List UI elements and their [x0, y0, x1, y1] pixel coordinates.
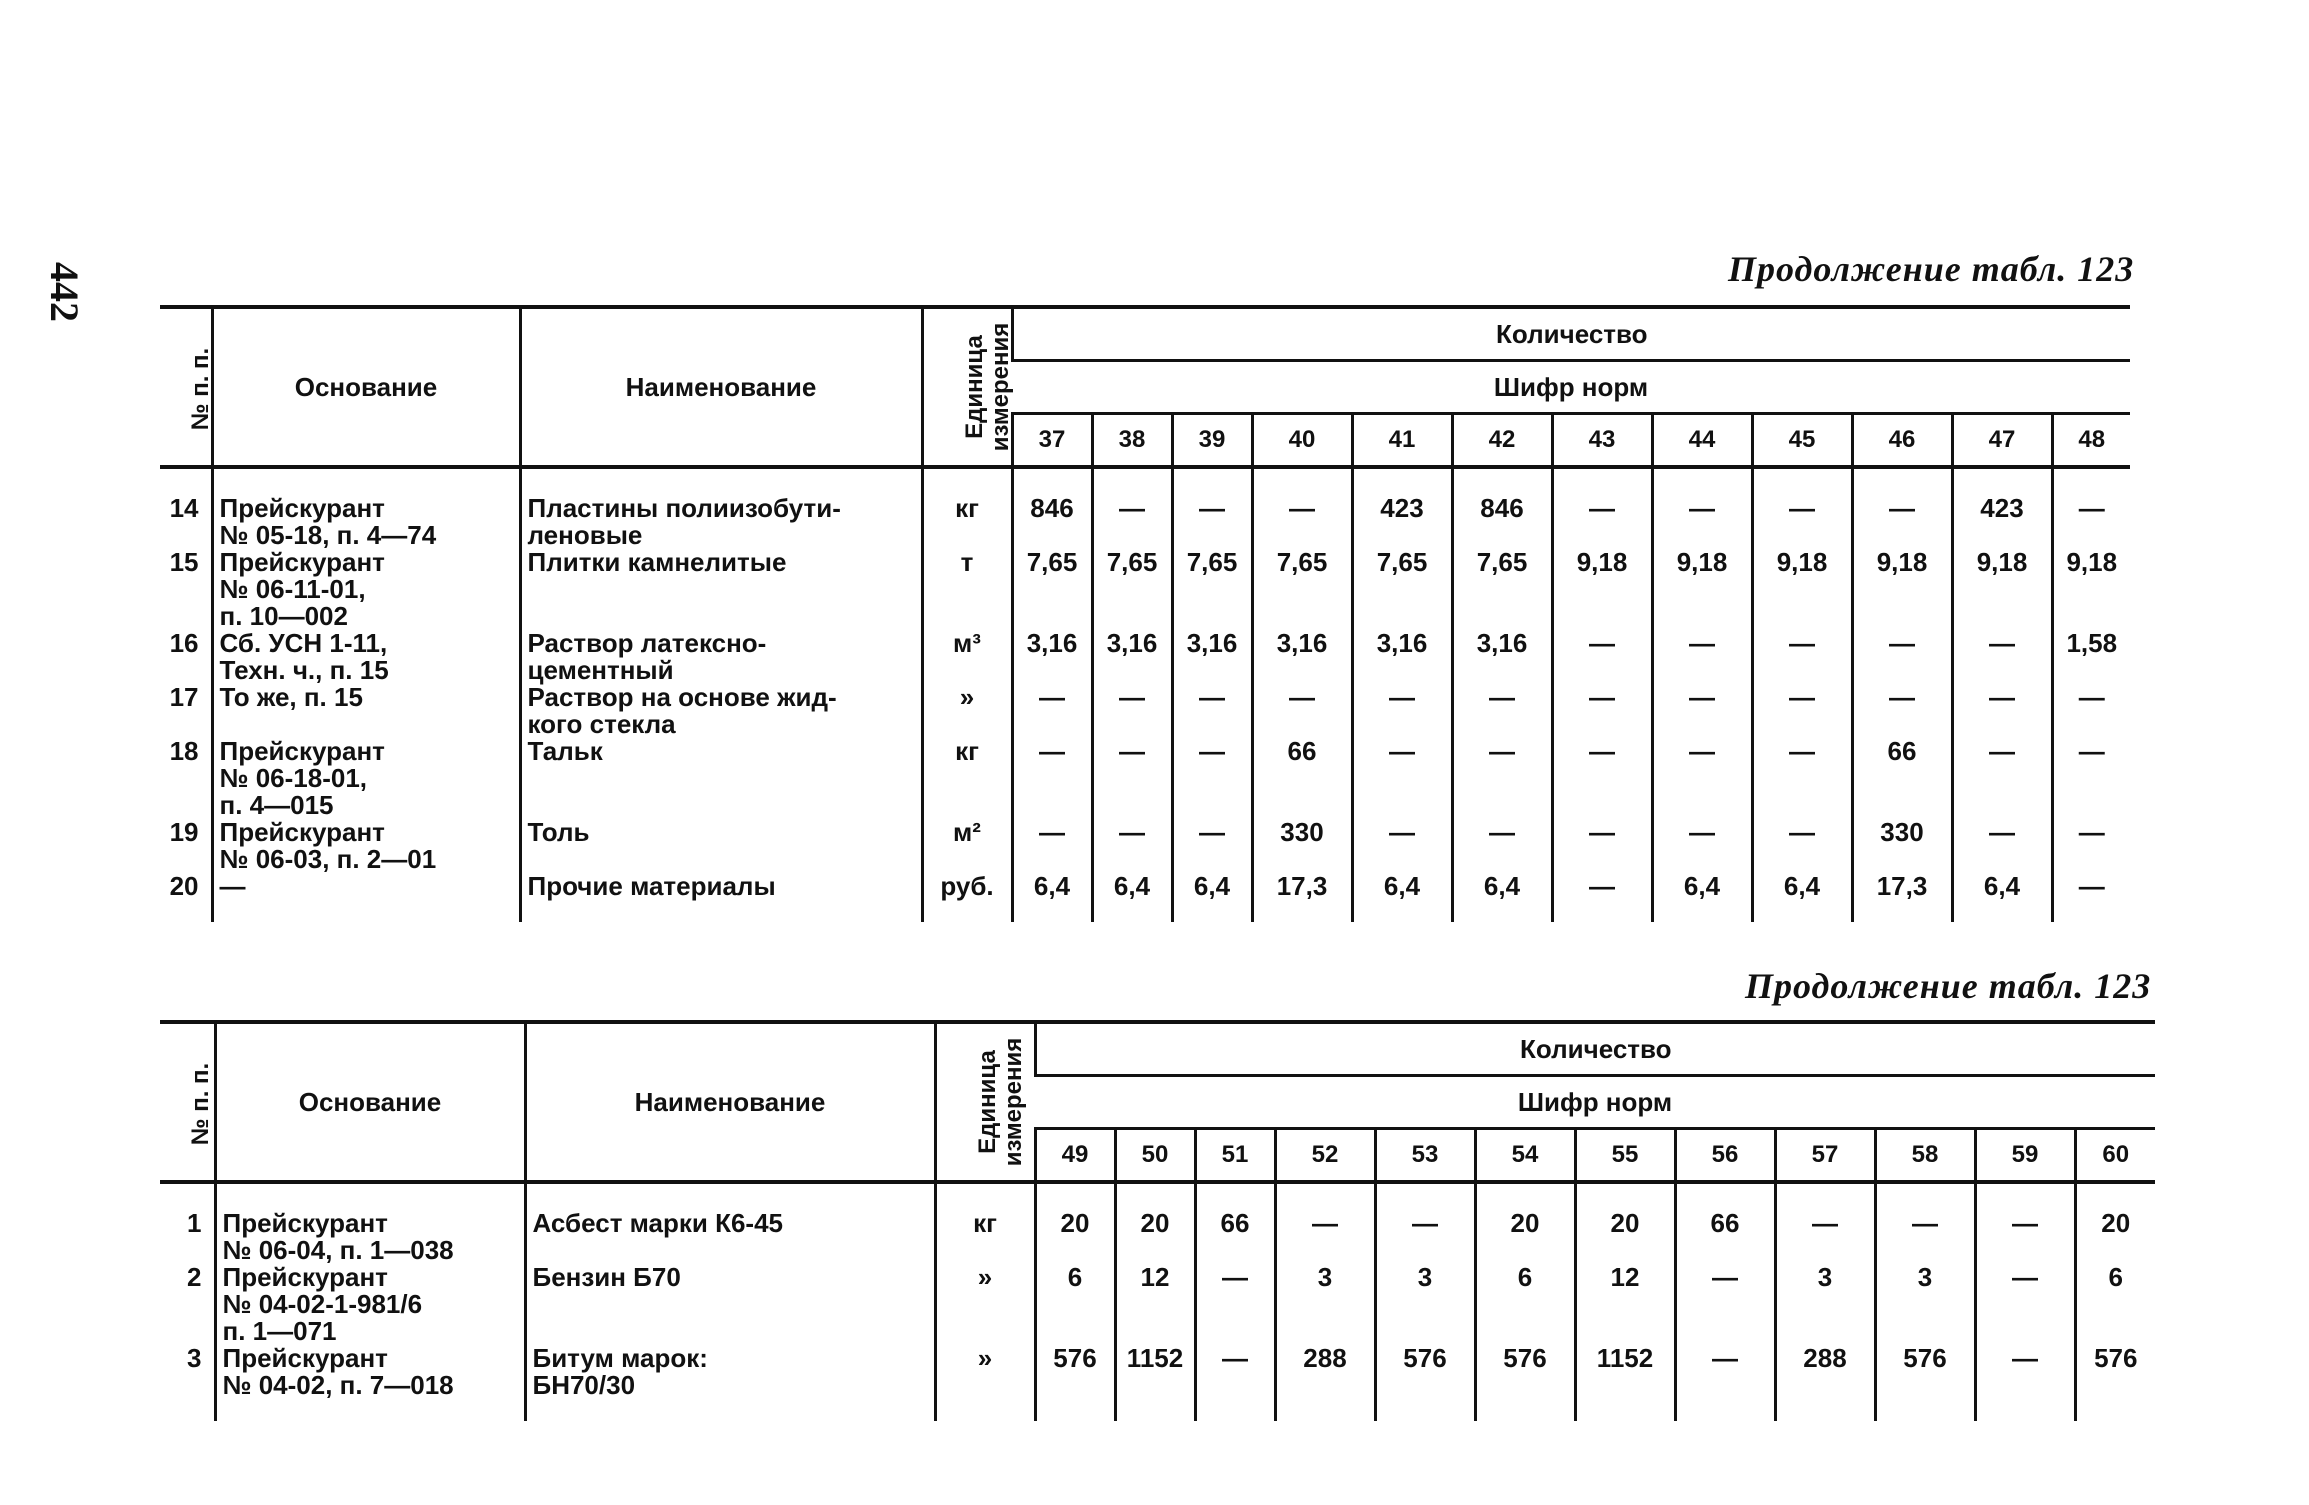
- row-value: 6,4: [1752, 873, 1852, 922]
- row-value: —: [1752, 819, 1852, 873]
- row-number: 14: [169, 493, 199, 523]
- table-row: [160, 873, 2130, 922]
- row-value: —: [1952, 630, 2052, 684]
- row-value: —: [1852, 684, 1952, 738]
- col-header-num: № п. п.: [160, 1022, 215, 1182]
- row-value: —: [1552, 684, 1652, 738]
- row-value: 576: [1035, 1345, 1115, 1421]
- row-value: —: [2052, 684, 2130, 738]
- row-basis: Прейскурант № 04-02-1-981/6 п. 1—071: [215, 1264, 525, 1345]
- row-value: —: [1172, 467, 1252, 549]
- row-number: 3: [187, 1343, 202, 1373]
- row-basis: Прейскурант № 06-11-01, п. 10—002: [212, 549, 520, 630]
- norm-code-38: 38: [1092, 414, 1172, 468]
- row-value: —: [1012, 738, 1092, 819]
- row-value: 12: [1575, 1264, 1675, 1345]
- table-row: [160, 630, 2130, 684]
- norm-code-60: 60: [2075, 1129, 2155, 1183]
- row-unit: кг: [922, 738, 1012, 819]
- row-value: 1,58: [2052, 630, 2130, 684]
- row-value: 20: [1575, 1182, 1675, 1264]
- row-value: —: [1172, 819, 1252, 873]
- row-basis: Прейскурант № 06-03, п. 2—01: [212, 819, 520, 873]
- table-row: [160, 1264, 2155, 1345]
- norm-code-59: 59: [1975, 1129, 2075, 1183]
- row-value: 6,4: [1092, 873, 1172, 922]
- row-value: —: [1975, 1264, 2075, 1345]
- row-value: —: [1452, 738, 1552, 819]
- row-value: —: [2052, 738, 2130, 819]
- norm-code-52: 52: [1275, 1129, 1375, 1183]
- col-header-name: Наименование: [525, 1022, 935, 1182]
- row-basis: То же, п. 15: [212, 684, 520, 738]
- row-value: 423: [1352, 467, 1452, 549]
- col-header-name: Наименование: [520, 307, 922, 467]
- row-value: —: [1352, 819, 1452, 873]
- row-unit: кг: [935, 1182, 1035, 1264]
- row-value: 423: [1952, 467, 2052, 549]
- row-unit: т: [922, 549, 1012, 630]
- row-value: 66: [1852, 738, 1952, 819]
- row-value: —: [2052, 819, 2130, 873]
- row-basis: Прейскурант № 05-18, п. 4—74: [212, 467, 520, 549]
- row-value: —: [1652, 819, 1752, 873]
- row-value: —: [1172, 684, 1252, 738]
- row-value: 9,18: [1552, 549, 1652, 630]
- norm-code-43: 43: [1552, 414, 1652, 468]
- row-unit: кг: [922, 467, 1012, 549]
- row-value: 288: [1775, 1345, 1875, 1421]
- row-value: 6: [1035, 1264, 1115, 1345]
- row-value: 7,65: [1012, 549, 1092, 630]
- row-basis: Прейскурант № 04-02, п. 7—018: [215, 1345, 525, 1421]
- row-value: —: [1652, 467, 1752, 549]
- table-row: [160, 819, 2130, 873]
- row-value: 9,18: [1752, 549, 1852, 630]
- table-row: [160, 1182, 2155, 1264]
- row-value: 7,65: [1172, 549, 1252, 630]
- row-value: 7,65: [1352, 549, 1452, 630]
- row-value: —: [1092, 819, 1172, 873]
- col-header-num: № п. п.: [160, 307, 212, 467]
- row-value: 330: [1852, 819, 1952, 873]
- norm-code-47: 47: [1952, 414, 2052, 468]
- row-name: Раствор латексно- цементный: [520, 630, 922, 684]
- row-basis: —: [212, 873, 520, 922]
- table-row: [160, 467, 2130, 549]
- row-value: —: [1975, 1182, 2075, 1264]
- row-value: —: [1652, 738, 1752, 819]
- row-value: 9,18: [1852, 549, 1952, 630]
- row-number: 18: [169, 736, 199, 766]
- row-value: 3,16: [1452, 630, 1552, 684]
- row-value: 7,65: [1452, 549, 1552, 630]
- col-header-unit: Единица измерения: [935, 1022, 1035, 1182]
- row-value: —: [1752, 684, 1852, 738]
- row-value: —: [1252, 467, 1352, 549]
- row-value: 330: [1252, 819, 1352, 873]
- row-value: —: [1752, 467, 1852, 549]
- norm-code-37: 37: [1012, 414, 1092, 468]
- row-value: —: [1552, 630, 1652, 684]
- row-value: —: [1195, 1264, 1275, 1345]
- row-value: 17,3: [1252, 873, 1352, 922]
- col-header-basis: Основание: [215, 1022, 525, 1182]
- norm-code-57: 57: [1775, 1129, 1875, 1183]
- col-header-norm-code: Шифр норм: [1035, 1076, 2155, 1129]
- row-value: —: [1352, 684, 1452, 738]
- row-value: 17,3: [1852, 873, 1952, 922]
- row-number: 19: [169, 817, 199, 847]
- norm-code-48: 48: [2052, 414, 2130, 468]
- row-value: —: [1092, 738, 1172, 819]
- row-value: —: [1652, 684, 1752, 738]
- col-header-quantity: Количество: [1035, 1022, 2155, 1076]
- row-value: —: [1952, 738, 2052, 819]
- row-value: 9,18: [1952, 549, 2052, 630]
- row-unit: м²: [922, 819, 1012, 873]
- row-unit: »: [935, 1264, 1035, 1345]
- row-value: —: [1375, 1182, 1475, 1264]
- row-unit: »: [935, 1345, 1035, 1421]
- col-header-norm-code: Шифр норм: [1012, 361, 2130, 414]
- row-value: 3: [1275, 1264, 1375, 1345]
- norm-code-45: 45: [1752, 414, 1852, 468]
- row-number: 15: [169, 547, 199, 577]
- row-value: —: [1552, 873, 1652, 922]
- row-value: —: [1752, 630, 1852, 684]
- row-name: Плитки камнелитые: [520, 549, 922, 630]
- materials-table-2: [160, 1020, 2155, 1421]
- table-row: [160, 684, 2130, 738]
- row-value: 3: [1875, 1264, 1975, 1345]
- norm-code-55: 55: [1575, 1129, 1675, 1183]
- page-number: 442: [42, 262, 87, 322]
- row-number: 20: [169, 871, 199, 901]
- row-value: —: [1012, 819, 1092, 873]
- row-value: —: [1092, 684, 1172, 738]
- table-caption: Продолжение табл. 123: [1745, 966, 2152, 1006]
- row-value: 3: [1375, 1264, 1475, 1345]
- row-value: 3,16: [1252, 630, 1352, 684]
- row-value: 20: [2075, 1182, 2155, 1264]
- row-name: Битум марок: БН70/30: [525, 1345, 935, 1421]
- materials-table-1: [160, 305, 2130, 922]
- row-value: —: [1552, 738, 1652, 819]
- table-row: [160, 738, 2130, 819]
- row-value: 9,18: [1652, 549, 1752, 630]
- row-value: 3,16: [1172, 630, 1252, 684]
- row-value: —: [2052, 467, 2130, 549]
- norm-code-42: 42: [1452, 414, 1552, 468]
- row-name: Прочие материалы: [520, 873, 922, 922]
- row-value: —: [1252, 684, 1352, 738]
- row-value: 576: [1475, 1345, 1575, 1421]
- row-value: 6: [1475, 1264, 1575, 1345]
- row-value: 6,4: [1652, 873, 1752, 922]
- row-value: 846: [1012, 467, 1092, 549]
- row-name: Пластины полиизобути- леновые: [520, 467, 922, 549]
- row-name: Бензин Б70: [525, 1264, 935, 1345]
- row-value: 66: [1195, 1182, 1275, 1264]
- row-name: Асбест марки К6-45: [525, 1182, 935, 1264]
- norm-code-44: 44: [1652, 414, 1752, 468]
- row-value: 66: [1675, 1182, 1775, 1264]
- row-value: —: [1652, 630, 1752, 684]
- row-value: 66: [1252, 738, 1352, 819]
- row-value: —: [1852, 630, 1952, 684]
- row-value: —: [1195, 1345, 1275, 1421]
- row-value: —: [1975, 1345, 2075, 1421]
- row-value: —: [2052, 873, 2130, 922]
- row-value: —: [1752, 738, 1852, 819]
- row-value: 1152: [1575, 1345, 1675, 1421]
- row-value: —: [1172, 738, 1252, 819]
- row-value: 6,4: [1012, 873, 1092, 922]
- norm-code-56: 56: [1675, 1129, 1775, 1183]
- row-name: Раствор на основе жид- кого стекла: [520, 684, 922, 738]
- row-unit: »: [922, 684, 1012, 738]
- norm-code-41: 41: [1352, 414, 1452, 468]
- row-value: 3,16: [1012, 630, 1092, 684]
- norm-code-49: 49: [1035, 1129, 1115, 1183]
- norm-code-39: 39: [1172, 414, 1252, 468]
- row-value: —: [1452, 819, 1552, 873]
- row-value: 9,18: [2052, 549, 2130, 630]
- row-value: 7,65: [1092, 549, 1172, 630]
- row-value: —: [1552, 467, 1652, 549]
- row-number: 1: [187, 1208, 202, 1238]
- row-value: 20: [1475, 1182, 1575, 1264]
- row-value: —: [1275, 1182, 1375, 1264]
- row-value: 6: [2075, 1264, 2155, 1345]
- row-value: 576: [2075, 1345, 2155, 1421]
- row-value: —: [1012, 684, 1092, 738]
- row-value: 6,4: [1172, 873, 1252, 922]
- table-row: [160, 549, 2130, 630]
- row-value: —: [1552, 819, 1652, 873]
- row-unit: м³: [922, 630, 1012, 684]
- row-number: 16: [169, 628, 199, 658]
- row-basis: Прейскурант № 06-04, п. 1—038: [215, 1182, 525, 1264]
- table-caption: Продолжение табл. 123: [1728, 249, 2135, 289]
- row-value: 576: [1375, 1345, 1475, 1421]
- norm-code-50: 50: [1115, 1129, 1195, 1183]
- row-value: —: [1775, 1182, 1875, 1264]
- norm-code-58: 58: [1875, 1129, 1975, 1183]
- row-value: —: [1675, 1264, 1775, 1345]
- row-name: Тальк: [520, 738, 922, 819]
- row-value: —: [1352, 738, 1452, 819]
- row-basis: Прейскурант № 06-18-01, п. 4—015: [212, 738, 520, 819]
- row-number: 17: [169, 682, 199, 712]
- row-number: 2: [187, 1262, 202, 1292]
- row-value: —: [1952, 684, 2052, 738]
- row-value: 6,4: [1452, 873, 1552, 922]
- col-header-basis: Основание: [212, 307, 520, 467]
- row-value: 3,16: [1092, 630, 1172, 684]
- row-value: —: [1452, 684, 1552, 738]
- row-value: 1152: [1115, 1345, 1195, 1421]
- norm-code-53: 53: [1375, 1129, 1475, 1183]
- row-name: Толь: [520, 819, 922, 873]
- row-value: 3: [1775, 1264, 1875, 1345]
- row-value: 20: [1035, 1182, 1115, 1264]
- row-value: 12: [1115, 1264, 1195, 1345]
- row-basis: Сб. УСН 1-11, Техн. ч., п. 15: [212, 630, 520, 684]
- row-value: 846: [1452, 467, 1552, 549]
- table-row: [160, 1345, 2155, 1421]
- row-value: —: [1675, 1345, 1775, 1421]
- col-header-quantity: Количество: [1012, 307, 2130, 361]
- row-value: 3,16: [1352, 630, 1452, 684]
- col-header-unit: Единица измерения: [922, 307, 1012, 467]
- row-value: 6,4: [1952, 873, 2052, 922]
- norm-code-54: 54: [1475, 1129, 1575, 1183]
- row-value: —: [1852, 467, 1952, 549]
- row-value: 7,65: [1252, 549, 1352, 630]
- row-value: 20: [1115, 1182, 1195, 1264]
- row-value: —: [1952, 819, 2052, 873]
- row-value: 288: [1275, 1345, 1375, 1421]
- row-value: —: [1875, 1182, 1975, 1264]
- norm-code-51: 51: [1195, 1129, 1275, 1183]
- row-value: 576: [1875, 1345, 1975, 1421]
- row-unit: руб.: [922, 873, 1012, 922]
- row-value: —: [1092, 467, 1172, 549]
- row-value: 6,4: [1352, 873, 1452, 922]
- norm-code-46: 46: [1852, 414, 1952, 468]
- norm-code-40: 40: [1252, 414, 1352, 468]
